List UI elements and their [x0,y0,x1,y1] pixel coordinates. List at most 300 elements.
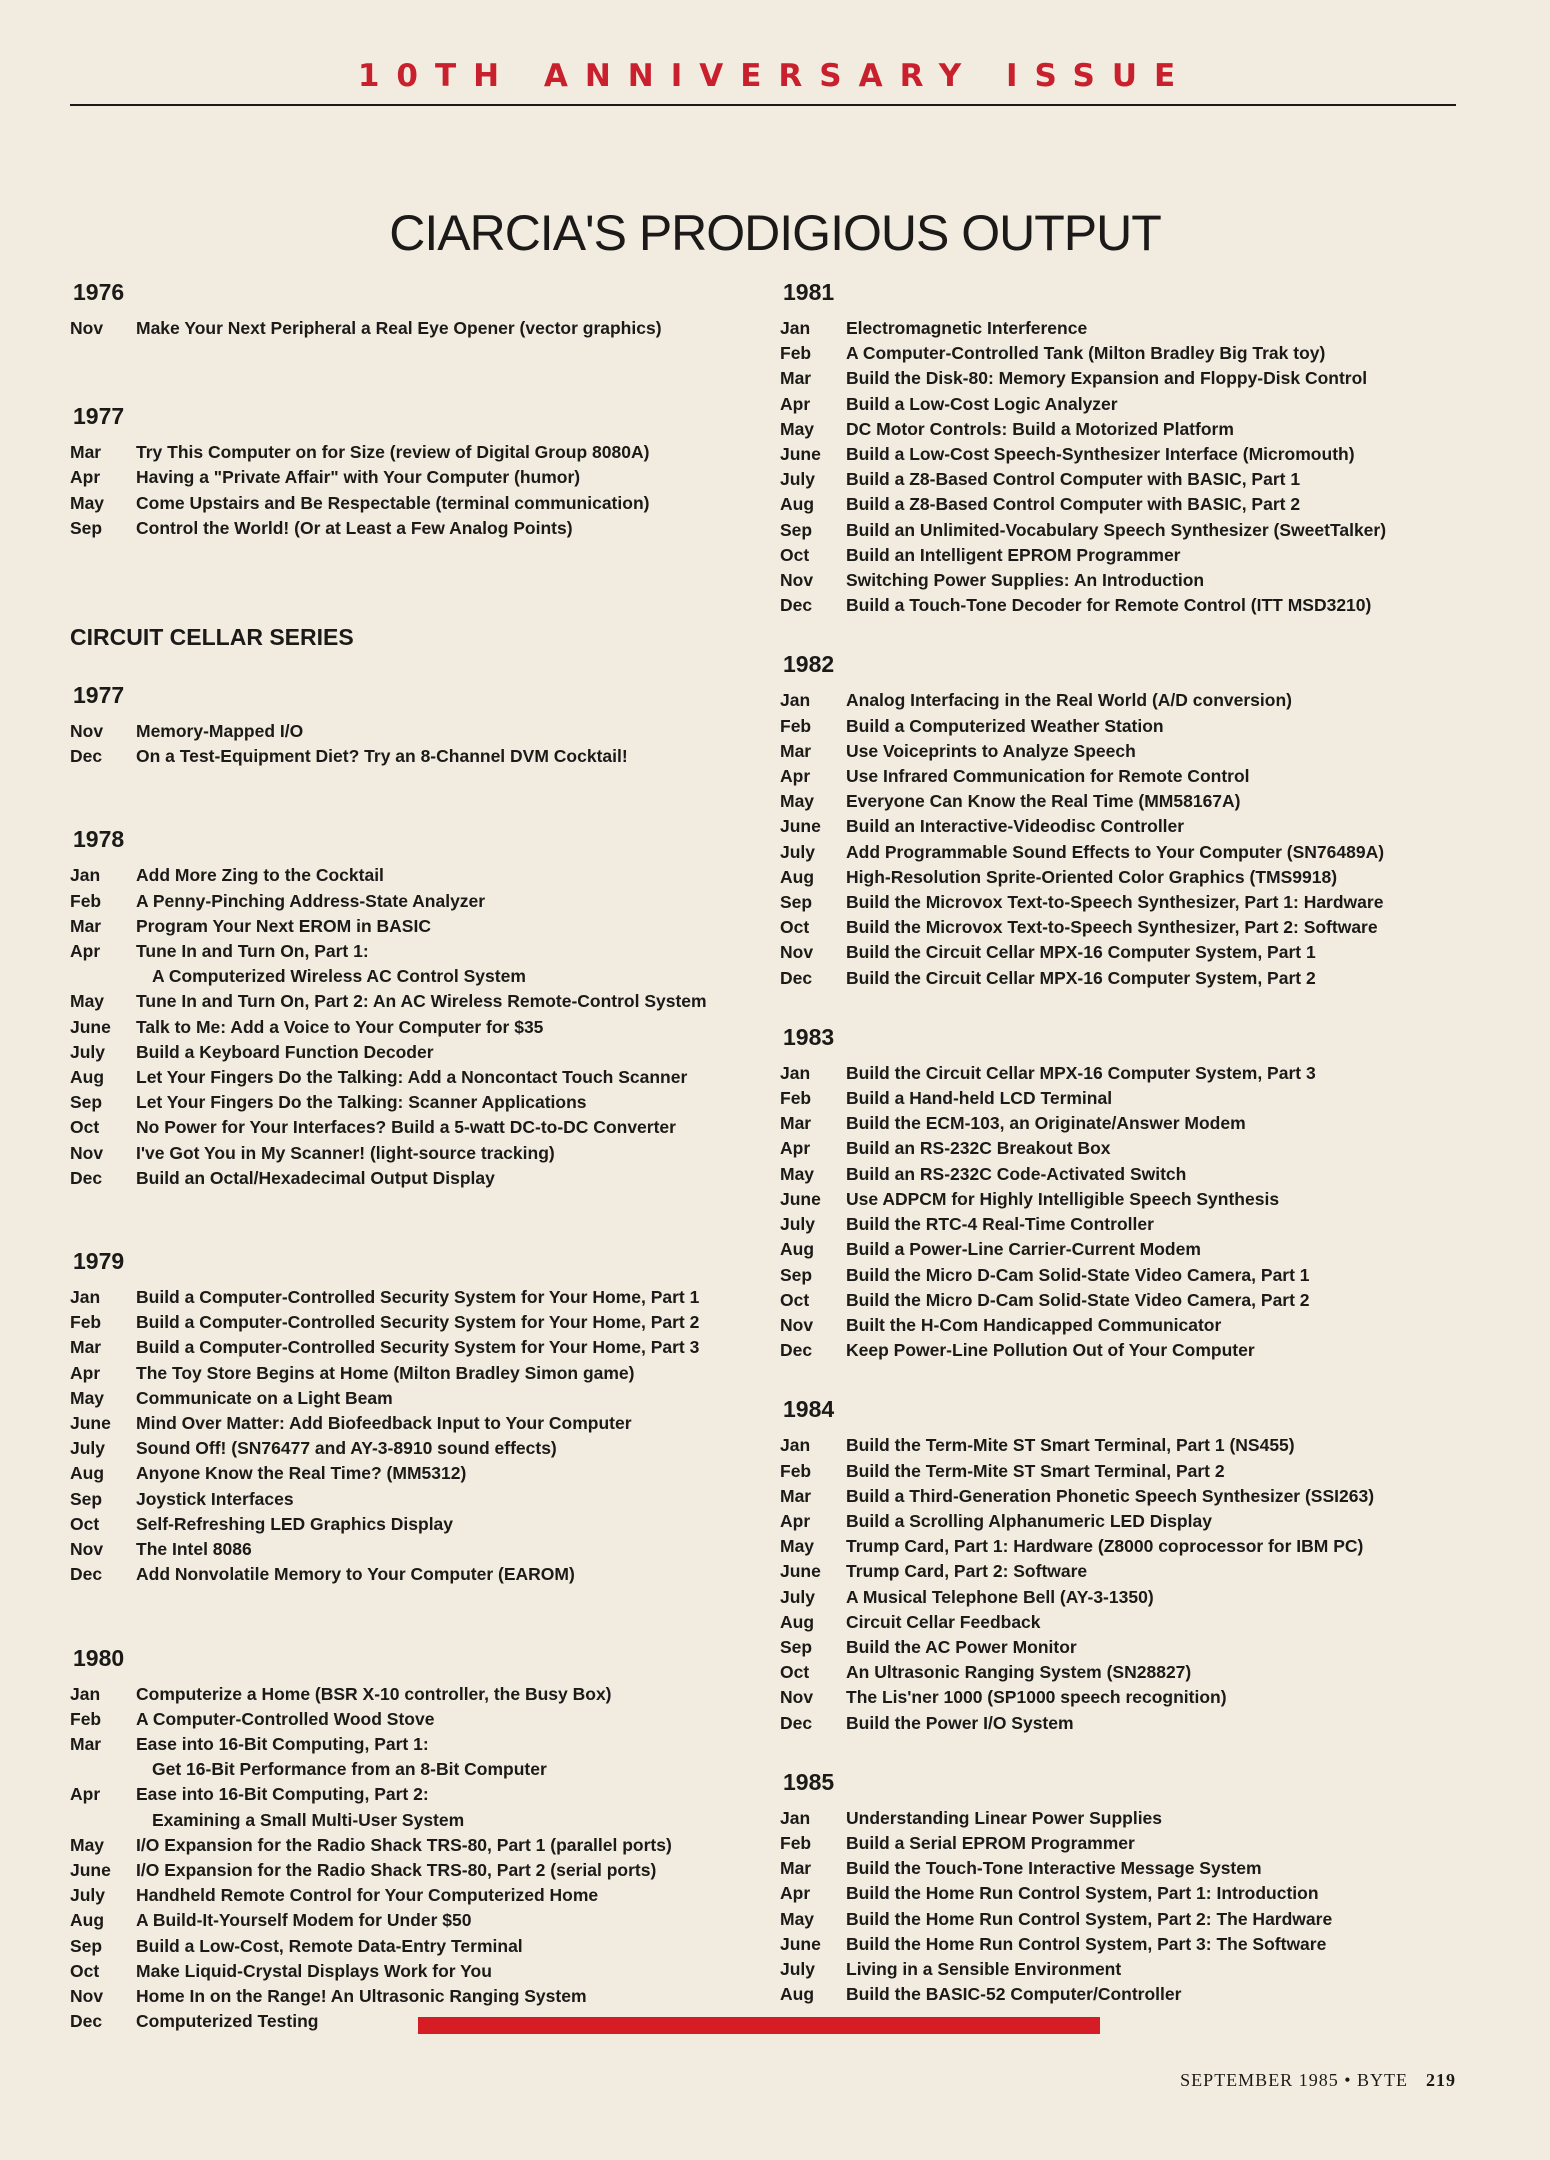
entry-title: Build the Microvox Text-to-Speech Synthesizer, Part 1: Hardware [846,892,1384,913]
entry-title: Control the World! (Or at Least a Few Analog Points) [136,517,573,538]
entry-title: Build a Computer-Controlled Security System for Your Home, Part 2 [136,1312,700,1333]
article-entry [70,1682,770,1707]
entry-title: Communicate on a Light Beam [136,1387,393,1408]
article-entry [780,764,1480,789]
entry-title: Switching Power Supplies: An Introduction [846,570,1205,591]
entry-title: The Toy Store Begins at Home (Milton Bradley Simon game) [136,1362,635,1383]
entry-month: Dec [70,1564,103,1585]
article-entry [780,1212,1480,1237]
entry-month: Sep [70,1092,103,1113]
article-entry [70,1310,770,1335]
entry-month: Mar [780,740,812,761]
entry-title: Build a Low-Cost, Remote Data-Entry Terminal [136,1935,523,1956]
year-heading: 1979 [73,1248,125,1275]
entry-month: July [780,469,816,490]
article-entry [780,1711,1480,1736]
entry-month: Dec [780,1712,813,1733]
entry-month: Dec [780,967,813,988]
article-entry [780,739,1480,764]
year-section-1983 [780,1021,1480,1363]
article-entry [70,1707,770,1732]
entry-month: Aug [780,494,815,515]
entry-month: Jan [780,318,811,338]
entry-month: Mar [70,442,102,463]
entry-month: Apr [780,393,811,414]
header-rule [70,104,1456,106]
article-entry [780,568,1480,593]
entry-month: June [70,1016,111,1037]
entry-title: Examining a Small Multi-User System [152,1809,465,1830]
article-entry [70,1090,770,1115]
entry-title: Make Your Next Peripheral a Real Eye Opener (vector graphics) [136,318,662,338]
year-heading: 1977 [73,403,125,430]
year-heading: 1981 [783,279,835,305]
entry-month: May [70,991,105,1012]
entry-title: Build the RTC-4 Real-Time Controller [846,1214,1154,1235]
year-heading: 1980 [73,1644,125,1671]
article-entry [780,1907,1480,1932]
entry-title: Build the Disk-80: Memory Expansion and Floppy-Disk Control [846,368,1368,389]
article-entry [780,467,1480,492]
year-section-1978 [70,823,770,1191]
article-entry [70,1141,770,1166]
entry-month: Aug [780,1611,815,1632]
entry-title: Build a Computerized Weather Station [846,715,1164,736]
entry-title: Build the AC Power Monitor [846,1636,1077,1657]
article-entry [70,1833,770,1858]
entry-title: Joystick Interfaces [136,1488,294,1509]
article-entry [70,1285,770,1310]
article-entry [780,1433,1480,1458]
article-entry [70,516,770,541]
entry-title: Built the H-Com Handicapped Communicator [846,1314,1222,1335]
entry-month: Dec [70,746,103,767]
article-entry [70,863,770,888]
article-entry [780,1957,1480,1982]
entry-month: Feb [780,1088,812,1109]
article-entry [780,1187,1480,1212]
article-entry [780,1136,1480,1161]
entry-month: Nov [70,1985,104,2006]
article-entry [780,1831,1480,1856]
entry-title: Analog Interfacing in the Real World (A/D conversion) [846,690,1292,711]
entry-month: July [780,1214,816,1235]
entry-month: Jan [70,865,101,886]
article-entry [780,1509,1480,1534]
article-entry [780,1338,1480,1363]
entry-month [70,1757,136,1782]
article-entry [780,366,1480,391]
article-entry [780,1610,1480,1635]
entry-title: Build an Intelligent EPROM Programmer [846,544,1181,565]
article-entry [70,1115,770,1140]
entry-title: Build the Home Run Control System, Part 1: Introduction [846,1883,1319,1904]
entry-month: July [780,1958,816,1979]
entry-title: Build an RS-232C Breakout Box [846,1138,1111,1159]
article-entry [70,1908,770,1933]
entry-month: Oct [780,917,810,938]
left-column [70,276,770,2034]
year-section-1979 [70,1245,770,1587]
entry-title: Try This Computer on for Size (review of Digital Group 8080A) [136,442,650,463]
article-entry [70,939,770,964]
article-entry [780,316,1480,341]
entry-month: Nov [780,570,814,591]
entry-month: Apr [70,941,101,962]
article-entry [70,964,770,989]
entry-month: May [70,492,105,513]
entry-month: Sep [780,519,813,540]
entry-title: Build the Term-Mite ST Smart Terminal, Part 1 (NS455) [846,1435,1295,1456]
entry-title: Memory-Mapped I/O [136,721,304,742]
article-entry [780,890,1480,915]
year-heading: 1984 [783,1396,835,1423]
article-entry [780,714,1480,739]
article-entry [780,392,1480,417]
entry-month: Sep [780,1264,813,1285]
article-entry [70,719,770,744]
entry-title: Build an Octal/Hexadecimal Output Display [136,1167,495,1188]
article-entry [70,1015,770,1040]
entry-title: Add Nonvolatile Memory to Your Computer (EAROM) [136,1564,575,1585]
entry-month: Apr [70,1362,101,1383]
entry-month: Dec [70,2011,103,2032]
article-entry [780,1559,1480,1584]
entry-month: Dec [780,1340,813,1361]
entry-month: May [780,1908,815,1929]
article-entry [780,1660,1480,1685]
entry-month: June [780,1561,821,1582]
entry-title: Build the Microvox Text-to-Speech Synthesizer, Part 2: Software [846,917,1378,938]
article-entry [70,1461,770,1486]
article-entry [70,1858,770,1883]
year-section-1981 [780,276,1480,618]
entry-month: Dec [70,1167,103,1188]
entry-title: The Lis'ner 1000 (SP1000 speech recognition) [846,1687,1227,1708]
entry-title: Build the Micro D-Cam Solid-State Video Camera, Part 1 [846,1264,1310,1285]
article-entry [70,1487,770,1512]
entry-title: Self-Refreshing LED Graphics Display [136,1513,454,1534]
entry-title: Build the Circuit Cellar MPX-16 Computer System, Part 2 [846,967,1316,988]
entry-month: Feb [780,715,812,736]
entry-title: Build the Circuit Cellar MPX-16 Computer System, Part 1 [846,942,1316,963]
article-entry [780,789,1480,814]
entry-title: Build the Micro D-Cam Solid-State Video Camera, Part 2 [846,1289,1310,1310]
entry-title: I/O Expansion for the Radio Shack TRS-80, Part 2 (serial ports) [136,1859,657,1880]
entry-month: Feb [70,890,102,911]
year-section-1977 [70,679,770,769]
article-entry [70,1040,770,1065]
entry-month: Feb [780,1832,812,1853]
article-entry [780,1313,1480,1338]
entry-title: An Ultrasonic Ranging System (SN28827) [846,1662,1192,1683]
series-heading: CIRCUIT CELLAR SERIES [70,624,354,651]
entry-month: June [780,816,821,837]
right-column [780,276,1480,2007]
entry-month: May [70,1387,105,1408]
article-entry [70,1436,770,1461]
series-header [70,620,770,655]
entry-title: Build a Low-Cost Logic Analyzer [846,393,1118,414]
article-entry [70,1959,770,1984]
entry-title: On a Test-Equipment Diet? Try an 8-Channel DVM Cocktail! [136,746,628,767]
entry-month: Mar [70,1733,102,1754]
entry-month: July [70,1041,106,1062]
entry-title: Mind Over Matter: Add Biofeedback Input to Your Computer [136,1413,632,1434]
year-heading: 1978 [73,826,125,853]
year-heading: 1983 [783,1023,835,1050]
entry-month: Jan [70,1287,101,1308]
article-entry [70,1335,770,1360]
entry-month: Sep [70,517,103,538]
article-entry [780,518,1480,543]
entry-month: Nov [70,721,104,742]
article-entry [70,1934,770,1959]
entry-title: Everyone Can Know the Real Time (MM58167A) [846,791,1241,812]
article-entry [780,1806,1480,1831]
entry-month: Nov [70,1539,104,1560]
article-entry [780,1856,1480,1881]
entry-month: Feb [70,1708,102,1729]
article-entry [70,1166,770,1191]
article-entry [70,1883,770,1908]
entry-title: Build an Interactive-Videodisc Controller [846,816,1185,837]
article-entry [780,543,1480,568]
entry-month: June [780,1933,821,1954]
article-entry [780,1086,1480,1111]
article-entry [780,1484,1480,1509]
footer-issue: SEPTEMBER 1985 • BYTE [1180,2070,1408,2090]
year-section-1980 [70,1642,770,2035]
entry-title: Computerized Testing [136,2011,319,2032]
article-entry [70,491,770,516]
article-entry [70,316,770,341]
year-heading: 1977 [73,682,125,709]
entry-title: Build the Touch-Tone Interactive Message System [846,1858,1262,1879]
entry-title: A Computer-Controlled Wood Stove [136,1708,435,1729]
entry-month: Mar [780,368,812,389]
entry-month: May [70,1834,105,1855]
entry-month: Feb [780,343,812,364]
entry-title: Build the ECM-103, an Originate/Answer Modem [846,1113,1246,1134]
article-entry [780,1585,1480,1610]
year-section-1985 [780,1766,1480,2008]
entry-title: Tune In and Turn On, Part 2: An AC Wireless Remote-Control System [136,991,707,1012]
article-entry [70,1782,770,1807]
entry-title: Add More Zing to the Cocktail [136,865,384,886]
entry-month: May [780,1163,815,1184]
entry-title: A Musical Telephone Bell (AY-3-1350) [846,1586,1154,1607]
entry-month: June [70,1859,111,1880]
entry-title: Understanding Linear Power Supplies [846,1807,1163,1828]
entry-title: Build a Power-Line Carrier-Current Modem [846,1239,1201,1260]
article-entry [780,865,1480,890]
year-section-1977 [70,400,770,541]
entry-month: Nov [70,1142,104,1163]
entry-month: Apr [780,1138,811,1159]
entry-month: Sep [780,1636,813,1657]
entry-title: Having a "Private Affair" with Your Computer (humor) [136,467,581,488]
article-entry [780,442,1480,467]
article-entry [70,1361,770,1386]
entry-month: Sep [70,1488,103,1509]
entry-title: Build the Home Run Control System, Part 2: The Hardware [846,1908,1333,1929]
entry-month: Jan [780,1062,811,1083]
entry-month: Aug [780,1984,815,2005]
entry-month: Oct [780,1289,810,1310]
entry-title: Build a Computer-Controlled Security System for Your Home, Part 1 [136,1287,700,1308]
article-entry [70,1065,770,1090]
article-entry [780,1932,1480,1957]
issue-banner: 10TH ANNIVERSARY ISSUE [357,58,1193,94]
entry-month: Mar [780,1485,812,1506]
entry-title: Use Infrared Communication for Remote Control [846,766,1250,787]
article-entry [780,492,1480,517]
entry-title: Electromagnetic Interference [846,318,1088,338]
article-entry [780,1685,1480,1710]
entry-month: Mar [780,1113,812,1134]
entry-month: Oct [70,1960,100,1981]
entry-title: Build the Home Run Control System, Part 3: The Software [846,1933,1327,1954]
article-entry [70,989,770,1014]
article-entry [70,1732,770,1757]
entry-title: Use Voiceprints to Analyze Speech [846,740,1136,761]
entry-month: Nov [780,1314,814,1335]
entry-month: Nov [70,318,104,338]
entry-title: A Computer-Controlled Tank (Milton Bradley Big Trak toy) [846,343,1326,364]
entry-title: Anyone Know the Real Time? (MM5312) [136,1463,467,1484]
article-entry [780,341,1480,366]
entry-title: Computerize a Home (BSR X-10 controller, the Busy Box) [136,1683,612,1704]
entry-month: Mar [70,915,102,936]
entry-title: Build a Z8-Based Control Computer with BASIC, Part 1 [846,469,1301,490]
entry-month: Aug [70,1463,105,1484]
page-title: CIARCIA'S PRODIGIOUS OUTPUT [389,204,1161,261]
entry-month: Oct [780,544,810,565]
entry-month: Apr [780,1883,811,1904]
entry-title: A Penny-Pinching Address-State Analyzer [136,890,486,911]
entry-title: The Intel 8086 [136,1539,252,1560]
entry-title: Ease into 16-Bit Computing, Part 1: [136,1733,429,1754]
red-divider-bar [418,2017,1100,2034]
entry-title: Home In on the Range! An Ultrasonic Ranging System [136,1985,587,2006]
entry-month: Jan [70,1683,101,1704]
article-entry [780,1982,1480,2007]
entry-title: I've Got You in My Scanner! (light-source tracking) [136,1142,555,1163]
entry-title: DC Motor Controls: Build a Motorized Platform [846,418,1234,439]
entry-title: Come Upstairs and Be Respectable (terminal communication) [136,492,650,513]
article-entry [780,1263,1480,1288]
entry-title: A Build-It-Yourself Modem for Under $50 [136,1910,472,1931]
entry-month: Apr [780,1510,811,1531]
article-entry [780,1237,1480,1262]
entry-title: Build a Low-Cost Speech-Synthesizer Interface (Micromouth) [846,444,1355,465]
entry-title: Let Your Fingers Do the Talking: Scanner Applications [136,1092,587,1113]
entry-month: Nov [780,1687,814,1708]
entry-title: Tune In and Turn On, Part 1: [136,941,369,962]
entry-month: Oct [70,1513,100,1534]
entry-title: Trump Card, Part 2: Software [846,1561,1088,1582]
entry-month: Sep [70,1935,103,1956]
entry-month [70,1808,136,1833]
article-entry [780,1635,1480,1660]
entry-title: Build a Hand-held LCD Terminal [846,1088,1113,1109]
page-footer [1180,2070,1456,2091]
page-number: 219 [1426,2070,1456,2090]
entry-month: July [780,1586,816,1607]
year-section-1976 [70,276,770,341]
entry-month: Jan [780,690,811,711]
entry-title: Make Liquid-Crystal Displays Work for You [136,1960,492,1981]
article-entry [780,940,1480,965]
entry-month: Jan [780,1435,811,1456]
entry-title: Handheld Remote Control for Your Computerized Home [136,1885,599,1906]
entry-month: Feb [70,1312,102,1333]
article-entry [780,1162,1480,1187]
entry-month: Dec [780,595,813,616]
year-heading: 1985 [783,1768,835,1795]
article-entry [780,915,1480,940]
article-entry [780,417,1480,442]
entry-title: Build an Unlimited-Vocabulary Speech Synthesizer (SweetTalker) [846,519,1387,540]
entry-title: Build the Term-Mite ST Smart Terminal, Part 2 [846,1460,1225,1481]
year-heading: 1982 [783,651,835,678]
entry-title: Build the Power I/O System [846,1712,1074,1733]
entry-month: Mar [780,1858,812,1879]
entry-title: Build a Third-Generation Phonetic Speech Synthesizer (SSI263) [846,1485,1375,1506]
entry-title: Program Your Next EROM in BASIC [136,915,431,936]
entry-month: May [780,418,815,439]
article-entry [780,1111,1480,1136]
entry-title: Living in a Sensible Environment [846,1958,1122,1979]
entry-title: I/O Expansion for the Radio Shack TRS-80, Part 1 (parallel ports) [136,1834,672,1855]
article-entry [70,440,770,465]
entry-month: Aug [70,1067,105,1088]
article-entry [70,889,770,914]
article-entry [780,1534,1480,1559]
article-entry [780,1459,1480,1484]
entry-title: Build a Scrolling Alphanumeric LED Display [846,1510,1212,1531]
year-heading: 1976 [73,279,125,305]
article-entry [70,1984,770,2009]
entry-month: Jan [780,1807,811,1828]
article-entry [70,465,770,490]
entry-title: Ease into 16-Bit Computing, Part 2: [136,1784,429,1805]
entry-month: Aug [780,1239,815,1260]
year-section-1982 [780,648,1480,990]
entry-title: Build the BASIC-52 Computer/Controller [846,1984,1182,2005]
article-entry [780,814,1480,839]
article-entry [70,1512,770,1537]
entry-month: May [780,1536,815,1557]
entry-month: Apr [70,1784,101,1805]
article-entry [780,593,1480,618]
entry-title: High-Resolution Sprite-Oriented Color Graphics (TMS9918) [846,866,1338,887]
entry-title: Build a Serial EPROM Programmer [846,1832,1135,1853]
entry-title: Build a Computer-Controlled Security System for Your Home, Part 3 [136,1337,700,1358]
article-entry [780,966,1480,991]
entry-title: Build a Keyboard Function Decoder [136,1041,434,1062]
entry-title: Build the Circuit Cellar MPX-16 Computer System, Part 3 [846,1062,1316,1083]
entry-title: Trump Card, Part 1: Hardware (Z8000 coprocessor for IBM PC) [846,1536,1364,1557]
entry-title: Add Programmable Sound Effects to Your Computer (SN76489A) [846,841,1385,862]
entry-month: Sep [780,892,813,913]
year-section-1984 [780,1393,1480,1735]
entry-month: Apr [780,766,811,787]
entry-month: Nov [780,942,814,963]
entry-month: June [70,1413,111,1434]
entry-month: Oct [780,1662,810,1683]
